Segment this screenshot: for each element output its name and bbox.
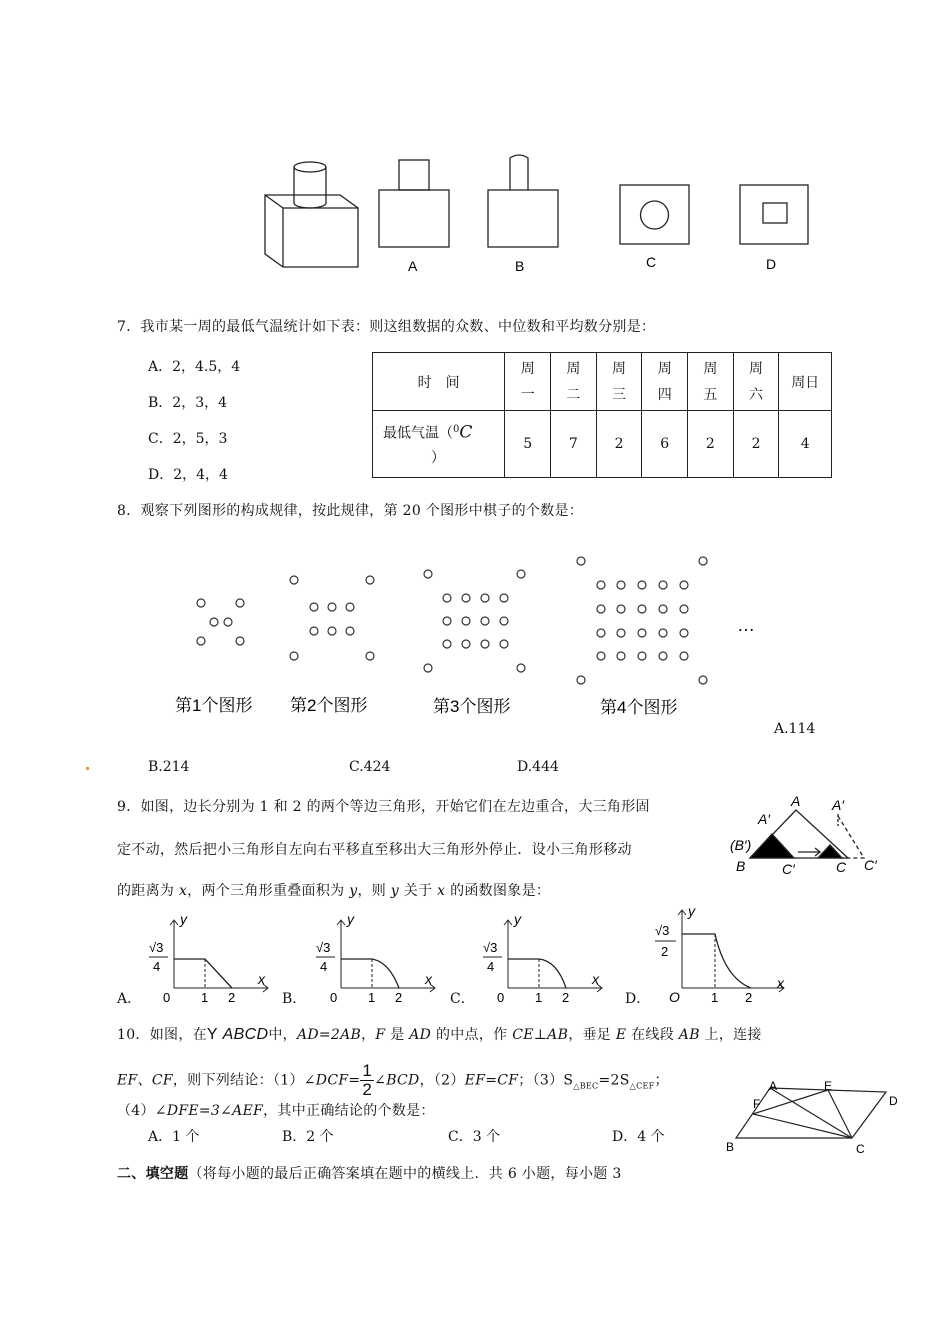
q10-fig-label-e: E	[824, 1080, 833, 1093]
q8-ellipsis: …	[737, 615, 755, 635]
q6-view-c	[620, 185, 689, 244]
q6-view-b	[488, 155, 558, 247]
q9-fig-label-c: C	[836, 859, 847, 875]
q9-line-3: 的距离为 x，两个三角形重叠面积为 y，则 y 关于 x 的函数图象是：	[117, 883, 551, 899]
table-day-sat: 周 六	[733, 353, 779, 411]
q9-fig-label-a: A	[791, 793, 801, 809]
q9-graph-c	[483, 911, 602, 1005]
svg-text:√3: √3	[316, 940, 331, 955]
svg-text:4: 4	[320, 959, 328, 974]
q6-view-d	[740, 185, 808, 244]
table-value: 2	[688, 411, 734, 478]
svg-text:y: y	[688, 908, 695, 919]
q7-stem: 7．我市某一周的最低气温统计如下表：则这组数据的众数、中位数和平均数分别是：	[117, 319, 656, 335]
svg-text:x: x	[258, 971, 265, 987]
q8-caption-3: 第3个图形	[433, 697, 511, 716]
svg-text:2: 2	[228, 990, 236, 1005]
svg-text:0: 0	[330, 990, 338, 1005]
q7-option-c[interactable]: C．2，5，3	[148, 431, 228, 447]
stray-dot	[86, 767, 89, 770]
q10-line-2: EF、CF，则下列结论：（1）∠DCF= $\frac{1}{2}$ ∠BCD，（2）EF=CF；$(3)S_{\triangle BEC}=2S_{\triangle CEF}$；	[117, 1061, 669, 1099]
q9-fig-label-b1: (B′)	[730, 837, 752, 853]
table-day-fri: 周 五	[688, 353, 734, 411]
svg-text:1: 1	[201, 990, 209, 1005]
q10-fig-label-f: F	[753, 1097, 761, 1111]
q8-figure-2	[290, 576, 374, 660]
q9-fig-label-c2: C′	[864, 857, 877, 873]
svg-text:2: 2	[661, 944, 669, 959]
q10-fig-label-d: D	[889, 1094, 898, 1108]
svg-text:1: 1	[368, 990, 376, 1005]
q9-fig-label-b: B	[736, 858, 746, 874]
table-day-sun: 周日	[779, 353, 832, 411]
table-day-thu: 周 四	[642, 353, 688, 411]
q9-option-c[interactable]: C．	[450, 991, 475, 1007]
q10-option-d[interactable]: D．4 个	[612, 1129, 665, 1145]
q7-option-d[interactable]: D．2，4，4	[148, 467, 228, 483]
svg-text:4: 4	[153, 959, 161, 974]
q6-label-d: D	[766, 256, 777, 272]
svg-text:y: y	[180, 911, 187, 927]
q9-fig-label-c1: C′	[782, 861, 795, 877]
table-header-time: 时 间	[373, 353, 505, 411]
q10-line-3: （4）∠DFE=3∠AEF，其中正确结论的个数是：	[117, 1103, 435, 1119]
q10-fig-label-a: A	[769, 1080, 778, 1093]
q10-fig-label-b: B	[726, 1140, 735, 1154]
q8-option-c[interactable]: C.424	[349, 759, 391, 775]
table-value: 4	[779, 411, 832, 478]
q9-option-b[interactable]: B．	[282, 991, 307, 1007]
q10-parallelogram-figure	[720, 1080, 910, 1160]
svg-text:√3: √3	[655, 923, 670, 938]
svg-text:y: y	[347, 911, 354, 927]
svg-text:2: 2	[745, 990, 753, 1005]
q6-label-a: A	[408, 258, 418, 274]
svg-text:2: 2	[395, 990, 403, 1005]
q9-fig-label-a2: A′	[832, 797, 844, 813]
q6-figures	[255, 150, 815, 280]
svg-text:x: x	[425, 971, 432, 987]
q6-solid-object	[265, 162, 358, 267]
q8-stem: 8．观察下列图形的构成规律，按此规律，第 20 个图形中棋子的个数是：	[117, 503, 584, 519]
svg-text:4: 4	[487, 959, 495, 974]
q10-line-1: 10．如图，在Y ABCD中，AD=2AB，F 是 AD 的中点，作 CE⊥AB，垂足 E 在线段 AB 上，连接	[117, 1026, 762, 1043]
q9-option-a[interactable]: A．	[117, 991, 142, 1007]
q9-option-d[interactable]: D．	[625, 991, 651, 1007]
table-row-label: 最低气温（$^0$C ）	[373, 411, 505, 478]
svg-text:x: x	[777, 975, 784, 991]
q10-option-a[interactable]: A．1 个	[148, 1129, 200, 1145]
q8-figure-1	[197, 599, 244, 645]
q9-line-1: 9．如图，边长分别为 1 和 2 的两个等边三角形，开始它们在左边重合，大三角形固	[117, 799, 650, 815]
table-value: 6	[642, 411, 688, 478]
q8-option-d[interactable]: D.444	[517, 759, 559, 775]
q9-triangle-figure	[728, 792, 888, 884]
table-value: 2	[596, 411, 642, 478]
q10-option-c[interactable]: C．3 个	[448, 1129, 501, 1145]
q7-temperature-table	[372, 352, 832, 478]
svg-text:0: 0	[497, 990, 505, 1005]
svg-text:1: 1	[535, 990, 543, 1005]
svg-text:2: 2	[562, 990, 570, 1005]
q7-option-a[interactable]: A．2，4.5，4	[148, 359, 241, 375]
q6-label-b: B	[515, 258, 525, 274]
q8-option-a[interactable]: A.114	[774, 721, 816, 737]
q7-option-b[interactable]: B．2，3，4	[148, 395, 228, 411]
table-value: 2	[733, 411, 779, 478]
table-day-tue: 周 二	[551, 353, 597, 411]
q8-figure-3	[424, 570, 525, 672]
svg-text:√3: √3	[149, 940, 164, 955]
svg-text:√3: √3	[483, 940, 498, 955]
svg-text:1: 1	[711, 990, 719, 1005]
svg-text:O: O	[669, 989, 680, 1005]
q8-caption-4: 第4个图形	[600, 698, 678, 717]
q6-label-c: C	[646, 254, 657, 270]
q9-line-2: 定不动，然后把小三角形自左向右平移直至移出大三角形外停止．设小三角形移动	[117, 842, 632, 858]
q8-caption-1: 第1个图形	[175, 696, 253, 715]
table-value: 7	[551, 411, 597, 478]
table-value: 5	[505, 411, 551, 478]
table-day-wed: 周 三	[596, 353, 642, 411]
q9-graph-b	[316, 911, 435, 1005]
table-day-mon: 周 一	[505, 353, 551, 411]
q8-pattern-figures	[170, 545, 790, 725]
section-2-heading: 二、填空题（将每小题的最后正确答案填在题中的横线上．共 6 小题，每小题 3	[117, 1166, 622, 1182]
svg-text:0: 0	[163, 990, 171, 1005]
svg-text:x: x	[592, 971, 599, 987]
q9-fig-label-a1: A′	[758, 811, 770, 827]
q8-caption-2: 第2个图形	[290, 696, 368, 715]
q9-graph-a	[149, 911, 268, 1005]
q6-view-a	[379, 160, 449, 247]
svg-text:y: y	[514, 911, 521, 927]
q10-option-b[interactable]: B．2 个	[282, 1129, 334, 1145]
q9-graph-d	[655, 908, 785, 1005]
q10-fig-label-c: C	[856, 1142, 865, 1156]
q8-figure-4	[577, 557, 707, 684]
q8-option-b[interactable]: B.214	[148, 759, 190, 775]
